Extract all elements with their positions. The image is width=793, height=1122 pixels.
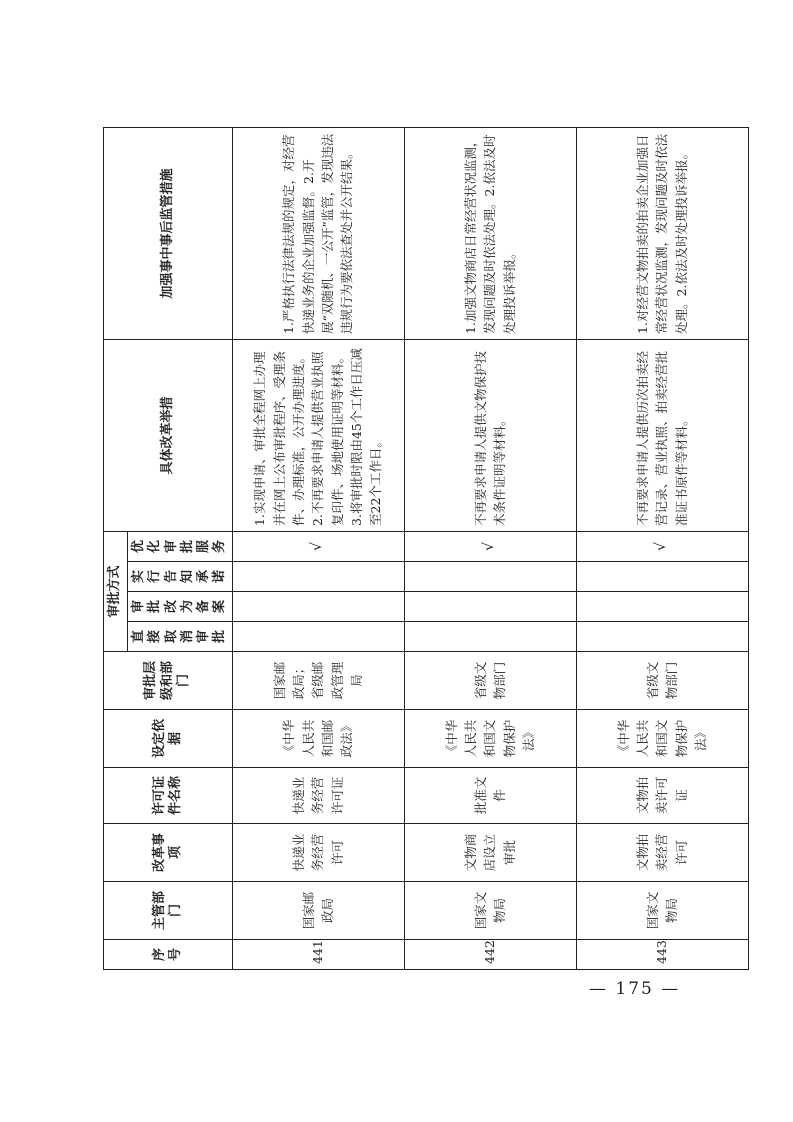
cell-mode-record: [404, 592, 576, 622]
cell-level: 国家邮政局；省级邮政管理局: [232, 652, 404, 710]
cell-supervision: 1.对经营文物拍卖的拍卖企业加强日常经营状况监测，发现问题及时依法处理。2.依法及时处理投诉举报。: [576, 127, 748, 339]
header-mode-record: 审批改为备案: [128, 592, 233, 622]
cell-item: 文物商店设立审批: [404, 824, 576, 882]
cell-mode-promise: [232, 562, 404, 592]
cell-dept: 国家文物局: [576, 882, 748, 940]
header-dept: 主管部门: [104, 882, 233, 940]
cell-license: 文物拍卖许可证: [576, 768, 748, 824]
cell-level: 省级文物部门: [404, 652, 576, 710]
reform-items-table: [103, 127, 749, 970]
page-number: — 175 —: [589, 979, 681, 999]
cell-item: 快递业务经营许可: [232, 824, 404, 882]
table-row: [232, 127, 404, 969]
cell-seq: 441: [232, 940, 404, 970]
cell-basis: 《中华人民共和国文物保护法》: [404, 710, 576, 768]
cell-seq: 442: [404, 940, 576, 970]
header-basis: 设定依据: [104, 710, 233, 768]
cell-mode-optimize: √: [576, 531, 748, 561]
cell-mode-cancel: [576, 622, 748, 652]
table-row: [576, 127, 748, 969]
header-license: 许可证件名称: [104, 768, 233, 824]
header-item: 改革事项: [104, 824, 233, 882]
cell-dept: 国家邮政局: [232, 882, 404, 940]
cell-license: 批准文件: [404, 768, 576, 824]
header-mode-group: 审批方式: [104, 531, 128, 651]
header-mode-promise: 实行告知承诺: [128, 562, 233, 592]
cell-measures: 不再要求申请人提供文物保护技术条件证明等材料。: [404, 339, 576, 531]
header-measures: 具体改革举措: [104, 339, 233, 531]
cell-license: 快递业务经营许可证: [232, 768, 404, 824]
cell-mode-record: [232, 592, 404, 622]
cell-basis: 《中华人民共和国文物保护法》: [576, 710, 748, 768]
cell-measures: 1.实现申请、审批全程网上办理并在网上公布审批程序、受理条件、办理标准，公开办理进度。2.不再要求申请人提供营业执照复印件、场地使用证明等材料。3.将审批时限由45个工作日压减至22个工作日。: [232, 339, 404, 531]
cell-seq: 443: [576, 940, 748, 970]
cell-item: 文物拍卖经营许可: [576, 824, 748, 882]
rotated-table-container: [103, 128, 709, 970]
header-mode-optimize: 优化审批服务: [128, 531, 233, 561]
cell-measures: 不再要求申请人提供历次拍卖经营记录、营业执照、拍卖经营批准证书原件等材料。: [576, 339, 748, 531]
header-supervision: 加强事中事后监管措施: [104, 127, 233, 339]
cell-mode-optimize: √: [404, 531, 576, 561]
cell-mode-promise: [576, 562, 748, 592]
header-seq: 序号: [104, 940, 233, 970]
header-mode-cancel: 直接取消审批: [128, 622, 233, 652]
cell-mode-record: [576, 592, 748, 622]
header-level: 审批层级和部门: [104, 652, 233, 710]
cell-mode-optimize: √: [232, 531, 404, 561]
cell-dept: 国家文物局: [404, 882, 576, 940]
cell-mode-cancel: [404, 622, 576, 652]
cell-mode-cancel: [232, 622, 404, 652]
cell-supervision: 1.加强文物商店日常经营状况监测，发现问题及时依法处理。2.依法及时处理投诉举报。: [404, 127, 576, 339]
cell-basis: 《中华人民共和国邮政法》: [232, 710, 404, 768]
cell-level: 省级文物部门: [576, 652, 748, 710]
cell-mode-promise: [404, 562, 576, 592]
cell-supervision: 1.严格执行法律法规的规定，对经营快递业务的企业加强监督。2.开展“双随机、一公开”监管，发现违法违规行为要依法查处并公开结果。: [232, 127, 404, 339]
table-row: [404, 127, 576, 969]
